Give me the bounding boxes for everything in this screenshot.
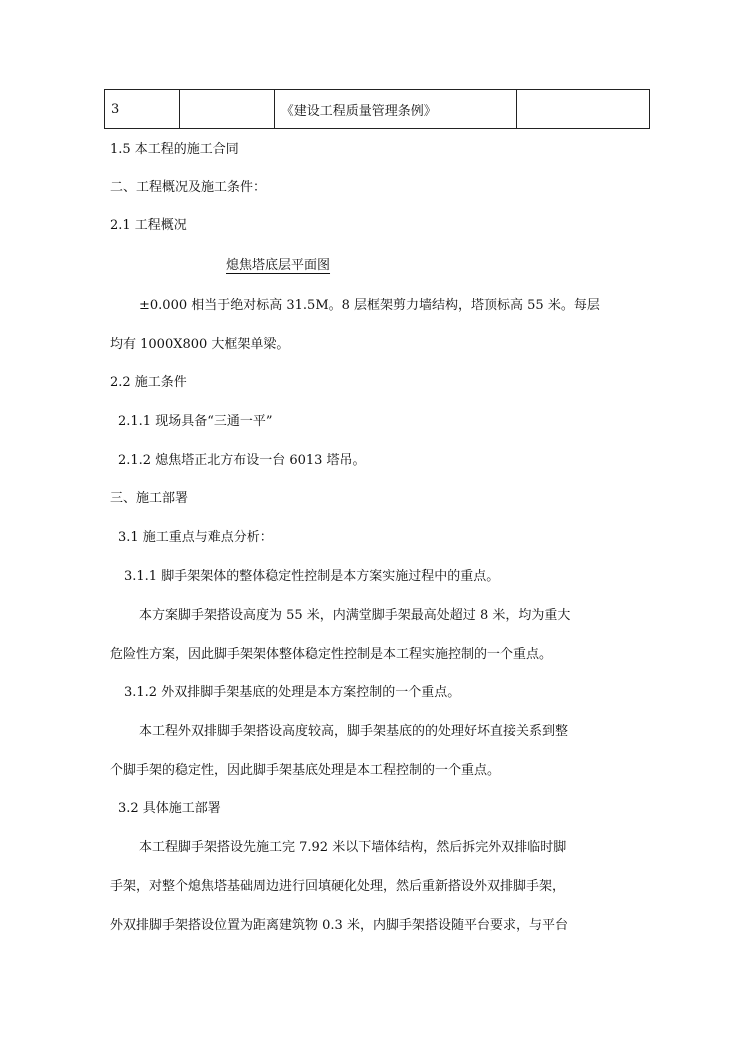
chapter-heading-2: 二、工程概况及施工条件： [110,180,267,195]
paragraph-line: 本工程外双排脚手架搭设高度较高，脚手架基底的的处理好坏直接关系到整 [139,724,569,739]
paragraph-line: 外双排脚手架搭设位置为距离建筑物 0.3 米，内脚手架搭设随平台要求，与平台 [110,918,568,933]
subsection-2-1-1: 2.1.1 现场具备“三通一平” [118,414,273,429]
figure-caption: 熄焦塔底层平面图 [226,258,331,273]
chapter-heading-3: 三、施工部署 [110,491,189,506]
subsection-3-1-2: 3.1.2 外双排脚手架基底的处理是本方案控制的一个重点。 [124,685,461,700]
reference-table [104,89,650,129]
paragraph-line: 危险性方案，因此脚手架架体整体稳定性控制是本工程实施控制的一个重点。 [110,647,553,662]
paragraph-line: 本方案脚手架搭设高度为 55 米，内满堂脚手架最高处超过 8 米，均为重大 [139,608,571,623]
subsection-3-1-1: 3.1.1 脚手架架体的整体稳定性控制是本方案实施过程中的重点。 [124,569,500,584]
table-row [105,90,650,129]
paragraph-line: 本工程脚手架搭设先施工完 7.92 米以下墙体结构，然后拆完外双排临时脚 [139,840,567,855]
paragraph-line: 个脚手架的稳定性，因此脚手架基底处理是本工程控制的一个重点。 [110,763,501,778]
section-heading-2-2: 2.2 施工条件 [110,375,187,390]
section-heading-3-1: 3.1 施工重点与难点分析： [118,530,273,545]
paragraph-line: ±0.000 相当于绝对标高 31.5M。8 层框架剪力墙结构，塔顶标高 55 米。每层 [139,298,600,313]
section-heading-3-2: 3.2 具体施工部署 [118,801,221,816]
subsection-2-1-2: 2.1.2 熄焦塔正北方布设一台 6013 塔吊。 [118,453,366,468]
section-heading-1-5: 1.5 本工程的施工合同 [110,142,239,157]
paragraph-line: 手架，对整个熄焦塔基础周边进行回填硬化处理，然后重新搭设外双排脚手架， [110,879,566,894]
paragraph-line: 均有 1000X800 大框架单梁。 [110,337,290,352]
empty-cell [517,90,650,129]
row-number-cell: 3 [105,90,180,129]
section-heading-2-1: 2.1 工程概况 [110,218,187,233]
regulation-title-cell: 《建设工程质量管理条例》 [274,90,517,129]
empty-cell [179,90,274,129]
